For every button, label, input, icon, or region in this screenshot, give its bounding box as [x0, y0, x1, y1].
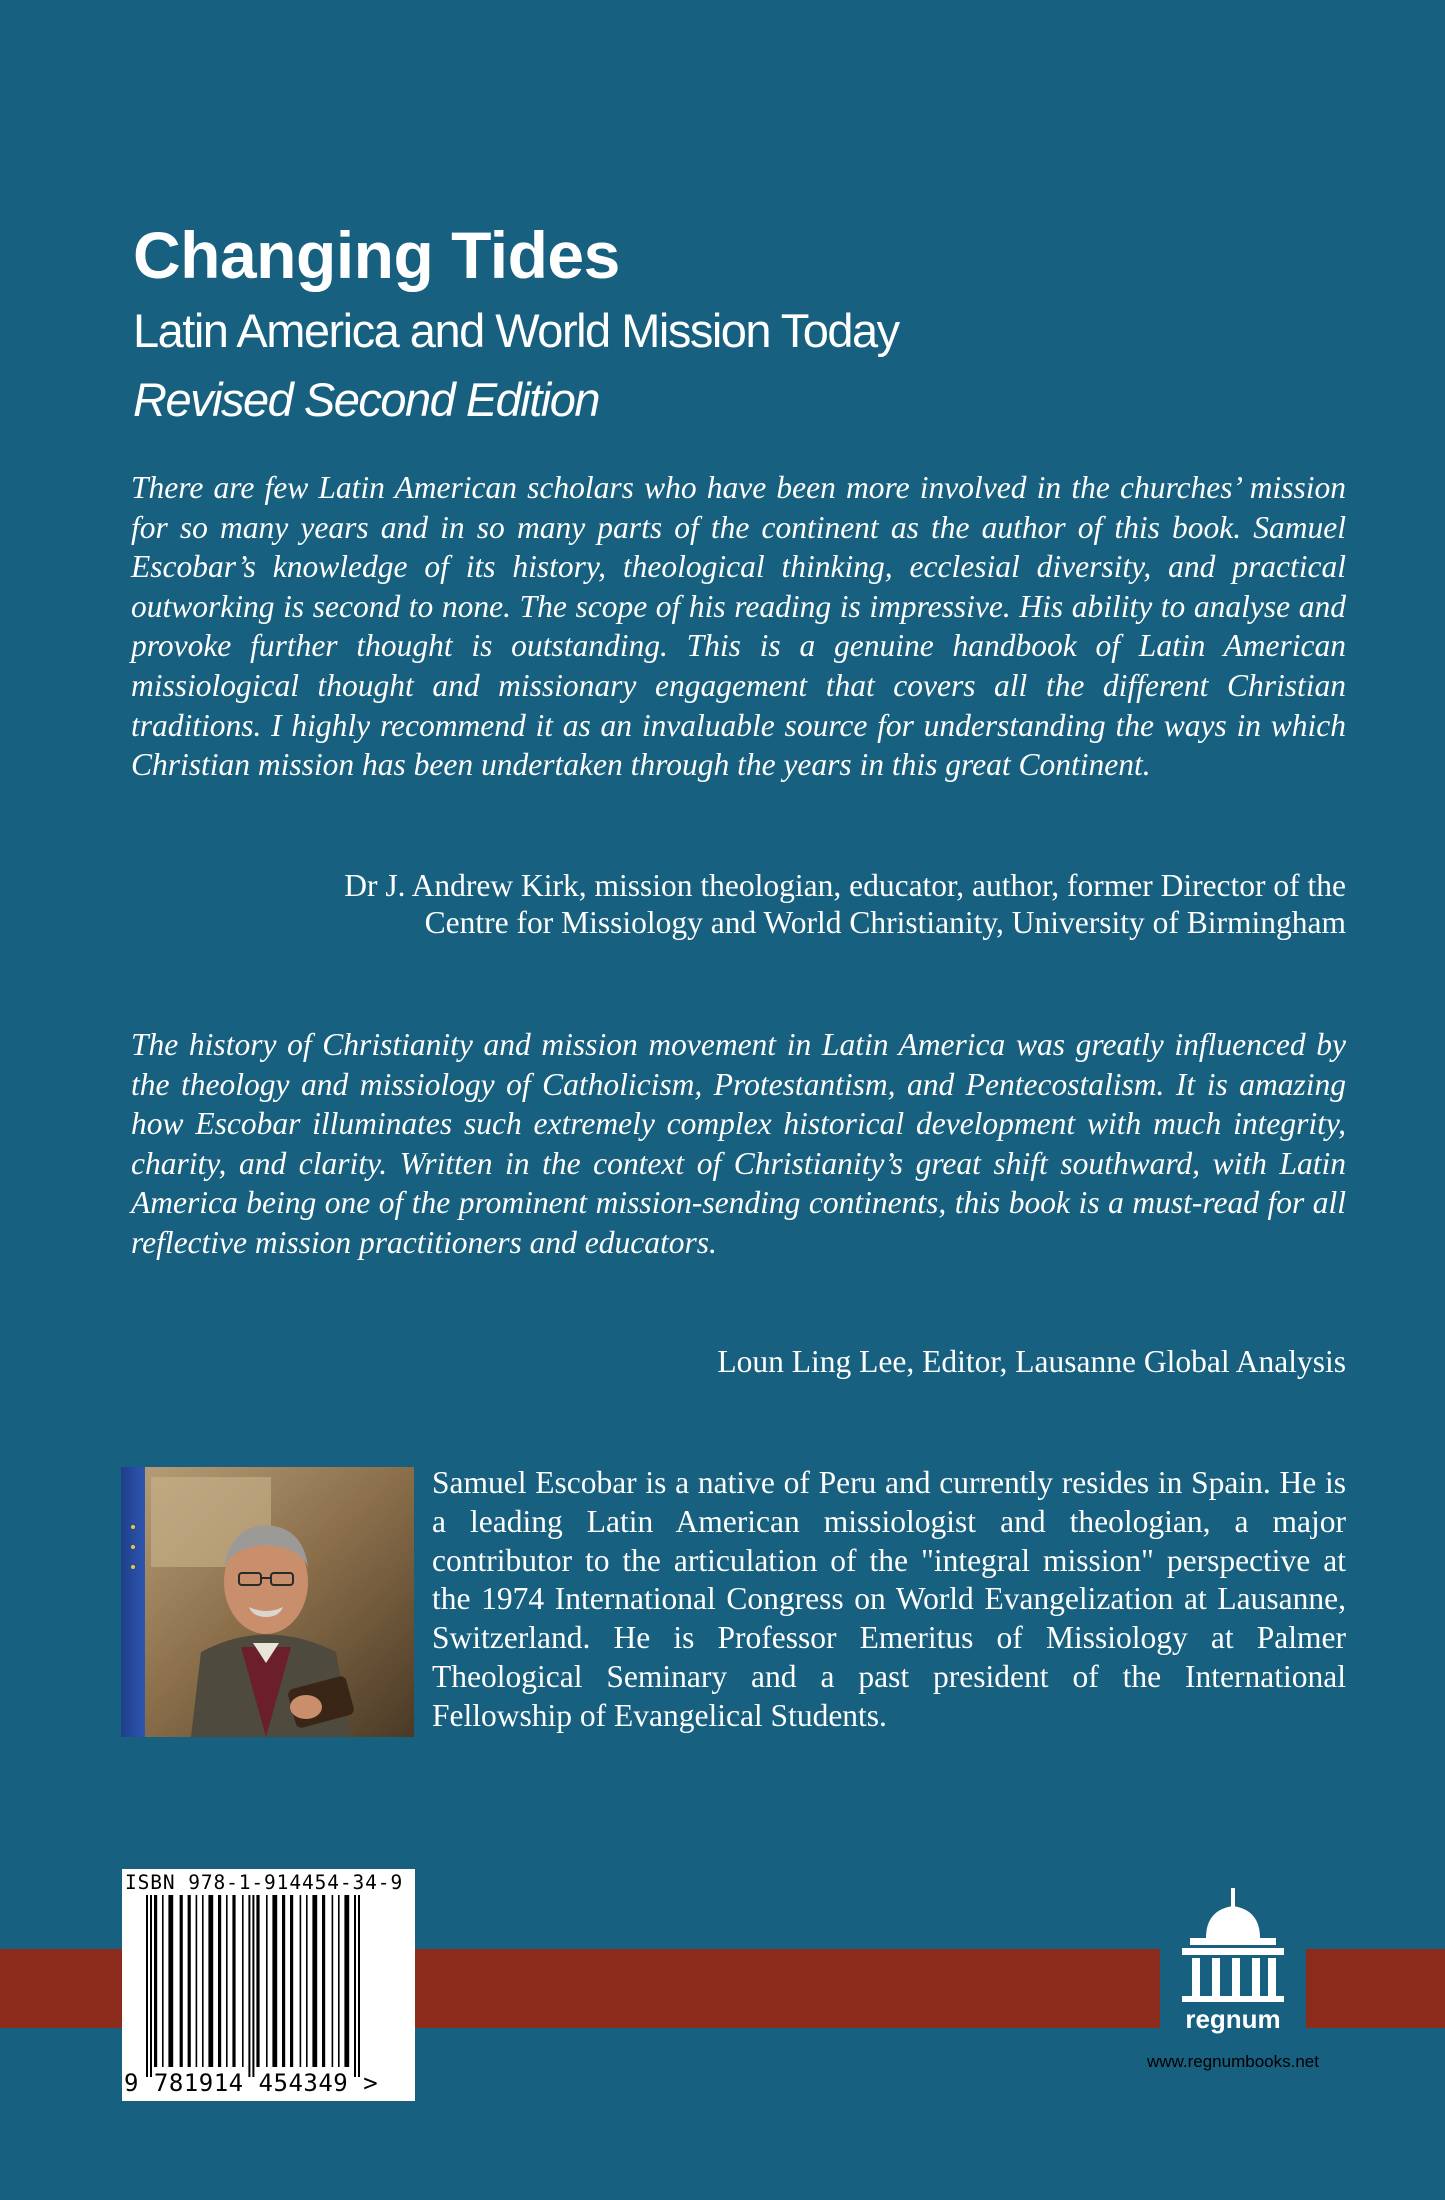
publisher-name: regnum [1185, 2004, 1281, 2034]
barcode-bar [196, 1895, 198, 2067]
book-title: Changing Tides [133, 218, 620, 292]
barcode-bar [256, 1895, 259, 2067]
barcode-number: 9 781914 454349 > [124, 2069, 379, 2097]
endorsement-attribution-kirk [46, 867, 1346, 941]
attribution-line: Centre for Missiology and World Christianity, University of Birmingham [424, 905, 1346, 940]
barcode-bar [218, 1895, 221, 2067]
barcode-guard-bar [252, 1895, 254, 2077]
publisher-website[interactable]: www.regnumbooks.net [1147, 2052, 1319, 2071]
barcode-bar [154, 1895, 157, 2067]
barcode-bar [226, 1895, 228, 2067]
author-photo [121, 1467, 414, 1737]
barcode-bar [282, 1895, 285, 2067]
endorsement-quote-lee: The history of Christianity and mission movement in Latin America was greatly influenced by the theology and missiology of Catholicism, Protestantism, and Pentecostalism. It is amazing how Escobar illuminates such extremely complex historical development with much integrity, charity, and clarity. Written in the context of Christianity’s great shift southward, with Latin America being one of the prominent mission-sending continents, this book is a must-read for all reflective mission practitioners and educators. [131, 1027, 1346, 1260]
isbn-label: ISBN 978-1-914454-34-9 [125, 1871, 404, 1894]
isbn-barcode [122, 1869, 415, 2101]
barcode-bar [242, 1895, 244, 2067]
barcode-guard-bar [146, 1895, 148, 2077]
barcode-bar [332, 1895, 334, 2067]
barcode-guard-bar [150, 1895, 152, 2077]
barcode-bars [122, 1869, 415, 2101]
barcode-bar [180, 1895, 183, 2067]
barcode-bar [266, 1895, 268, 2067]
barcode-bar [162, 1895, 164, 2067]
barcode-bar [306, 1895, 308, 2067]
barcode-bar [168, 1895, 173, 2067]
endorsement-quote-kirk: There are few Latin American scholars who have been more involved in the churches’ mission for so many years and in so many parts of the continent as the author of this book. Samuel Escobar’s knowledge of its history, theological thinking, ecclesial diversity, and practical outworking is second to none. The scope of his reading is impressive. His ability to analyse and provoke further thought is outstanding. This is a genuine handbook of Latin American missiological thought and missionary engagement that covers all the different Christian traditions. I highly recommend it as an invaluable source for understanding the ways in which Christian mission has been undertaken through the years in this great Continent. [131, 470, 1346, 783]
endorsement-attribution-lee: Loun Ling Lee, Editor, Lausanne Global Analysis [717, 1344, 1346, 1379]
barcode-bar [208, 1895, 213, 2067]
barcode-guard-bar [354, 1895, 356, 2077]
barcode-bar [290, 1895, 293, 2067]
barcode-bar [338, 1895, 340, 2067]
attribution-line: Dr J. Andrew Kirk, mission theologian, educator, author, former Director of the [344, 868, 1346, 903]
barcode-bar [322, 1895, 325, 2067]
barcode-guard-bar [248, 1895, 250, 2077]
author-bio: Samuel Escobar is a native of Peru and currently resides in Spain. He is a leading Latin American missiologist and theologian, a major contributor to the articulation of the "integral mission" perspective at the 1974 International Congress on World Evangelization at Lausanne, Switzerland. He is Professor Emeritus of Missiology at Palmer Theological Seminary and a past president of the International Fellowship of Evangelical Students. [432, 1465, 1346, 1733]
barcode-bar [312, 1895, 317, 2067]
barcode-guard-bar [358, 1895, 360, 2077]
book-edition: Revised Second Edition [133, 373, 600, 426]
book-subtitle: Latin America and World Mission Today [133, 304, 899, 357]
barcode-bar [344, 1895, 349, 2067]
barcode-bar [272, 1895, 277, 2067]
barcode-bar [300, 1895, 302, 2067]
barcode-bar [188, 1895, 191, 2067]
barcode-bar [232, 1895, 235, 2067]
barcode-bar [202, 1895, 204, 2067]
